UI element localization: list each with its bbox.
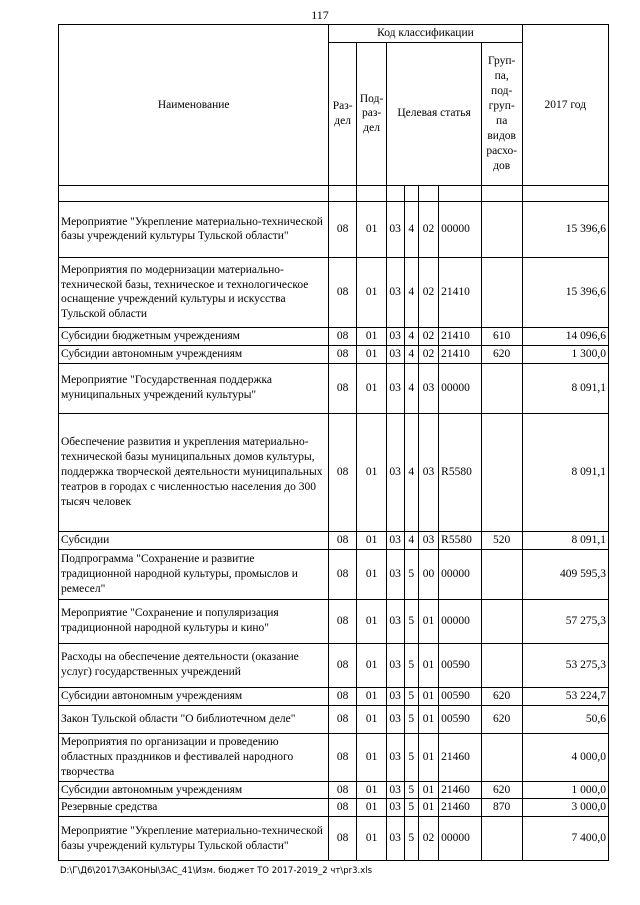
row-target-subprogram: 4 xyxy=(404,363,418,413)
table-row xyxy=(59,327,609,345)
row-target-event: 02 xyxy=(418,345,438,363)
row-name: Субсидии автономным учреждениям xyxy=(59,345,329,363)
header-subsection: Под-раз-дел xyxy=(356,42,386,185)
row-amount: 57 275,3 xyxy=(522,599,608,643)
row-target-direction: 21410 xyxy=(439,345,482,363)
table-row xyxy=(59,705,609,733)
header-spacer-row xyxy=(59,185,609,201)
row-target-direction: 00000 xyxy=(439,201,482,257)
row-name: Мероприятие "Укрепление материально-технической базы учреждений культуры Тульской области" xyxy=(59,201,329,257)
row-target-program: 03 xyxy=(387,643,404,687)
row-section: 08 xyxy=(329,549,356,599)
row-expense-group xyxy=(481,201,522,257)
row-target-event: 01 xyxy=(418,687,438,705)
row-target-program: 03 xyxy=(387,687,404,705)
row-amount: 1 300,0 xyxy=(522,345,608,363)
row-target-direction: R5580 xyxy=(439,531,482,549)
row-subsection: 01 xyxy=(356,781,386,799)
row-expense-group xyxy=(481,257,522,327)
budget-table xyxy=(58,24,609,861)
row-target-program: 03 xyxy=(387,363,404,413)
row-subsection: 01 xyxy=(356,327,386,345)
row-subsection: 01 xyxy=(356,705,386,733)
row-amount: 8 091,1 xyxy=(522,413,608,531)
row-target-direction: 00000 xyxy=(439,549,482,599)
row-target-event: 00 xyxy=(418,549,438,599)
header-classification-code: Код классификации xyxy=(329,25,522,43)
row-expense-group xyxy=(481,599,522,643)
row-amount: 1 000,0 xyxy=(522,781,608,799)
row-expense-group xyxy=(481,549,522,599)
row-target-event: 03 xyxy=(418,531,438,549)
row-section: 08 xyxy=(329,413,356,531)
row-amount: 7 400,0 xyxy=(522,817,608,861)
row-section: 08 xyxy=(329,363,356,413)
row-section: 08 xyxy=(329,201,356,257)
row-subsection: 01 xyxy=(356,817,386,861)
header-row-top xyxy=(59,25,609,43)
row-name: Мероприятие "Сохранение и популяризация традиционной народной культуры и кино" xyxy=(59,599,329,643)
row-subsection: 01 xyxy=(356,687,386,705)
row-amount: 15 396,6 xyxy=(522,201,608,257)
row-name: Субсидии xyxy=(59,531,329,549)
row-target-subprogram: 4 xyxy=(404,413,418,531)
row-subsection: 01 xyxy=(356,257,386,327)
row-target-subprogram: 5 xyxy=(404,781,418,799)
row-target-program: 03 xyxy=(387,345,404,363)
row-target-event: 02 xyxy=(418,201,438,257)
row-subsection: 01 xyxy=(356,643,386,687)
row-target-event: 01 xyxy=(418,733,438,781)
row-section: 08 xyxy=(329,599,356,643)
row-expense-group xyxy=(481,817,522,861)
row-target-program: 03 xyxy=(387,257,404,327)
row-target-subprogram: 4 xyxy=(404,327,418,345)
row-section: 08 xyxy=(329,687,356,705)
row-target-subprogram: 5 xyxy=(404,799,418,817)
row-target-subprogram: 4 xyxy=(404,345,418,363)
row-subsection: 01 xyxy=(356,733,386,781)
row-target-event: 01 xyxy=(418,781,438,799)
table-row xyxy=(59,413,609,531)
table-row xyxy=(59,687,609,705)
row-expense-group xyxy=(481,413,522,531)
row-section: 08 xyxy=(329,705,356,733)
row-section: 08 xyxy=(329,327,356,345)
row-expense-group: 620 xyxy=(481,345,522,363)
table-row xyxy=(59,345,609,363)
row-target-subprogram: 4 xyxy=(404,257,418,327)
row-target-program: 03 xyxy=(387,413,404,531)
row-target-subprogram: 4 xyxy=(404,201,418,257)
row-section: 08 xyxy=(329,643,356,687)
row-target-program: 03 xyxy=(387,201,404,257)
row-target-subprogram: 5 xyxy=(404,687,418,705)
header-expense-group: Груп-па, под-груп-па видов расхо-дов xyxy=(481,42,522,185)
row-expense-group: 610 xyxy=(481,327,522,345)
row-name: Подпрограмма "Сохранение и развитие традиционной народной культуры, промыслов и ремесел" xyxy=(59,549,329,599)
row-subsection: 01 xyxy=(356,363,386,413)
row-target-event: 01 xyxy=(418,643,438,687)
row-section: 08 xyxy=(329,531,356,549)
row-target-event: 02 xyxy=(418,257,438,327)
row-target-subprogram: 5 xyxy=(404,599,418,643)
row-amount: 14 096,6 xyxy=(522,327,608,345)
row-target-program: 03 xyxy=(387,531,404,549)
table-row xyxy=(59,781,609,799)
row-name: Резервные средства xyxy=(59,799,329,817)
row-amount: 53 275,3 xyxy=(522,643,608,687)
row-expense-group xyxy=(481,363,522,413)
row-name: Мероприятие "Государственная поддержка муниципальных учреждений культуры" xyxy=(59,363,329,413)
row-target-program: 03 xyxy=(387,549,404,599)
row-target-direction: 00590 xyxy=(439,687,482,705)
row-target-event: 01 xyxy=(418,705,438,733)
row-amount: 8 091,1 xyxy=(522,531,608,549)
row-name: Закон Тульской области "О библиотечном деле" xyxy=(59,705,329,733)
row-target-event: 02 xyxy=(418,327,438,345)
row-expense-group: 620 xyxy=(481,687,522,705)
row-target-program: 03 xyxy=(387,705,404,733)
header-name: Наименование xyxy=(59,25,329,186)
row-target-subprogram: 5 xyxy=(404,643,418,687)
row-target-event: 01 xyxy=(418,599,438,643)
row-section: 08 xyxy=(329,257,356,327)
row-name: Субсидии бюджетным учреждениям xyxy=(59,327,329,345)
row-subsection: 01 xyxy=(356,531,386,549)
row-amount: 53 224,7 xyxy=(522,687,608,705)
table-row xyxy=(59,549,609,599)
row-target-program: 03 xyxy=(387,817,404,861)
table-row xyxy=(59,599,609,643)
row-name: Обеспечение развития и укрепления материально-технической базы муниципальных домов культуры, поддержка творческой деятельности муниципальных театров в городах с численностью населения до 300 тысяч человек xyxy=(59,413,329,531)
row-section: 08 xyxy=(329,345,356,363)
header-section: Раз-дел xyxy=(329,42,356,185)
table-row xyxy=(59,643,609,687)
row-amount: 15 396,6 xyxy=(522,257,608,327)
row-expense-group: 870 xyxy=(481,799,522,817)
row-target-subprogram: 5 xyxy=(404,705,418,733)
row-target-event: 03 xyxy=(418,413,438,531)
row-subsection: 01 xyxy=(356,413,386,531)
row-subsection: 01 xyxy=(356,345,386,363)
table-row xyxy=(59,817,609,861)
row-target-direction: 21410 xyxy=(439,257,482,327)
table-row xyxy=(59,363,609,413)
row-amount: 8 091,1 xyxy=(522,363,608,413)
row-target-direction: 00000 xyxy=(439,817,482,861)
row-target-direction: 21460 xyxy=(439,781,482,799)
row-target-direction: 00000 xyxy=(439,363,482,413)
row-amount: 50,6 xyxy=(522,705,608,733)
row-name: Субсидии автономным учреждениям xyxy=(59,781,329,799)
row-target-direction: R5580 xyxy=(439,413,482,531)
row-target-program: 03 xyxy=(387,799,404,817)
header-target-article: Целевая статья xyxy=(387,42,482,185)
table-row xyxy=(59,531,609,549)
row-subsection: 01 xyxy=(356,201,386,257)
row-expense-group: 520 xyxy=(481,531,522,549)
table-row xyxy=(59,733,609,781)
row-target-subprogram: 4 xyxy=(404,531,418,549)
row-section: 08 xyxy=(329,817,356,861)
row-amount: 409 595,3 xyxy=(522,549,608,599)
row-expense-group: 620 xyxy=(481,705,522,733)
row-expense-group: 620 xyxy=(481,781,522,799)
row-target-program: 03 xyxy=(387,781,404,799)
row-amount: 4 000,0 xyxy=(522,733,608,781)
row-target-subprogram: 5 xyxy=(404,733,418,781)
row-expense-group xyxy=(481,643,522,687)
row-subsection: 01 xyxy=(356,799,386,817)
row-name: Мероприятия по модернизации материально-технической базы, техническое и технологическое оснащение учреждений культуры и искусства Тульской области xyxy=(59,257,329,327)
row-section: 08 xyxy=(329,781,356,799)
row-target-subprogram: 5 xyxy=(404,549,418,599)
table-row xyxy=(59,799,609,817)
table-row xyxy=(59,201,609,257)
row-subsection: 01 xyxy=(356,549,386,599)
row-target-direction: 00590 xyxy=(439,643,482,687)
row-target-event: 01 xyxy=(418,799,438,817)
table-row xyxy=(59,257,609,327)
row-target-direction: 21460 xyxy=(439,799,482,817)
page-number: 117 xyxy=(311,8,329,22)
row-name: Субсидии автономным учреждениям xyxy=(59,687,329,705)
row-expense-group xyxy=(481,733,522,781)
row-target-program: 03 xyxy=(387,733,404,781)
row-target-event: 02 xyxy=(418,817,438,861)
row-target-program: 03 xyxy=(387,327,404,345)
row-target-direction: 00000 xyxy=(439,599,482,643)
row-name: Мероприятие "Укрепление материально-технической базы учреждений культуры Тульской области" xyxy=(59,817,329,861)
row-section: 08 xyxy=(329,733,356,781)
file-path-footer: D:\Г\Д6\2017\ЗАКОНЫ\ЗАС_41\Изм. бюджет ТО 2017-2019_2 чт\pr3.xls xyxy=(60,866,373,876)
row-target-direction: 21460 xyxy=(439,733,482,781)
row-subsection: 01 xyxy=(356,599,386,643)
row-target-direction: 00590 xyxy=(439,705,482,733)
row-name: Мероприятия по организации и проведению областных праздников и фестивалей народного творчества xyxy=(59,733,329,781)
row-target-subprogram: 5 xyxy=(404,817,418,861)
row-section: 08 xyxy=(329,799,356,817)
row-target-direction: 21410 xyxy=(439,327,482,345)
row-amount: 3 000,0 xyxy=(522,799,608,817)
header-year: 2017 год xyxy=(522,25,608,186)
row-target-event: 03 xyxy=(418,363,438,413)
row-name: Расходы на обеспечение деятельности (оказание услуг) государственных учреждений xyxy=(59,643,329,687)
row-target-program: 03 xyxy=(387,599,404,643)
